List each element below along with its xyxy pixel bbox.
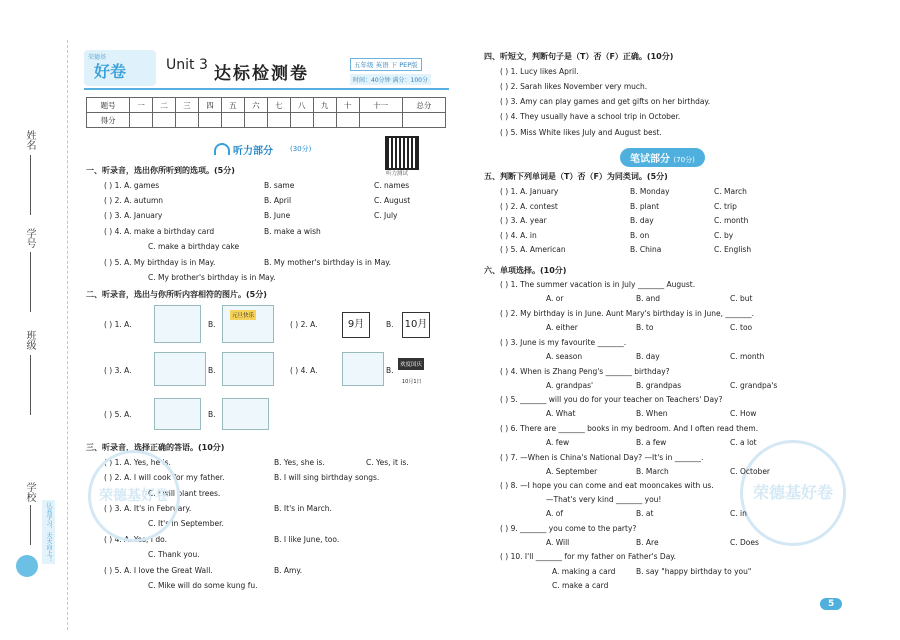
q5-3-c[interactable]: C. month — [714, 216, 749, 225]
id-line — [30, 252, 31, 312]
q5-2-a[interactable]: ( ) 2. A. contest — [500, 202, 558, 211]
q1-2-b[interactable]: B. April — [264, 196, 292, 205]
q1-1-b[interactable]: B. same — [264, 181, 295, 190]
q6-10-c[interactable]: C. make a card — [552, 581, 609, 590]
q4-3[interactable]: ( ) 3. Amy can play games and get gifts on her birthday. — [500, 97, 711, 106]
q1-5-c[interactable]: C. My brother's birthday is in May. — [148, 273, 276, 282]
q6-9-c[interactable]: C. Does — [730, 538, 759, 547]
q6-4-b[interactable]: B. grandpas — [636, 381, 682, 390]
q5-3-b[interactable]: B. day — [630, 216, 654, 225]
writing-title — [620, 148, 705, 167]
cell: 总分 — [402, 98, 445, 113]
q6-8-a[interactable]: A. of — [546, 509, 563, 518]
q6-9-a[interactable]: A. Will — [546, 538, 570, 547]
score-header-row — [87, 98, 446, 113]
cell: 八 — [290, 98, 313, 113]
q6-9[interactable]: ( ) 9. _______ you come to the party? — [500, 524, 637, 533]
q5-1-c[interactable]: C. March — [714, 187, 747, 196]
cell: 一 — [130, 98, 153, 113]
national-day-date: 10月1日 — [402, 379, 422, 385]
cell[interactable] — [313, 113, 336, 128]
q6-2-c[interactable]: C. too — [730, 323, 753, 332]
cell[interactable] — [336, 113, 359, 128]
id-label: 学号 — [24, 228, 35, 248]
cell: 二 — [153, 98, 176, 113]
watermark-right: 荣德基好卷 — [740, 440, 846, 546]
header-rule — [84, 88, 449, 90]
q6-6-c[interactable]: C. a lot — [730, 438, 757, 447]
calendar-october: 10月 — [402, 312, 430, 338]
q2-5-b[interactable]: B. — [208, 410, 216, 419]
page-title: 达标检测卷 — [214, 64, 309, 84]
q6-5-c[interactable]: C. How — [730, 409, 757, 418]
q5-2-c[interactable]: C. trip — [714, 202, 737, 211]
q6-2[interactable]: ( ) 2. My birthday is in June. Aunt Mary's birthday is in June, _______. — [500, 309, 754, 318]
q1-3-c[interactable]: C. July — [374, 211, 398, 220]
q6-5[interactable]: ( ) 5. _______ will you do for your teacher on Teachers' Day? — [500, 395, 723, 404]
score-table — [86, 97, 446, 128]
students-flag-picture — [154, 305, 201, 343]
cell: 十 — [336, 98, 359, 113]
q6-9-b[interactable]: B. Are — [636, 538, 659, 547]
cell: 题号 — [87, 98, 130, 113]
q1-4-a[interactable]: ( ) 4. A. make a birthday card — [104, 227, 215, 236]
cell[interactable] — [290, 113, 313, 128]
q6-7-a[interactable]: A. September — [546, 467, 598, 476]
cell: 四 — [199, 98, 222, 113]
q6-8-line2: —That's very kind _______ you! — [546, 495, 662, 504]
q6-7-c[interactable]: C. October — [730, 467, 771, 476]
q5-1-a[interactable]: ( ) 1. A. January — [500, 187, 559, 196]
q3-3-c[interactable]: C. It's in September. — [148, 519, 224, 528]
q6-8[interactable]: ( ) 8. —I hope you can come and eat mooncakes with us. — [500, 481, 714, 490]
unit-label: Unit 3 — [166, 57, 208, 73]
q3-3-a[interactable]: ( ) 3. A. It's in February. — [104, 504, 192, 513]
kids-playing-picture — [154, 398, 201, 430]
q3-4-c[interactable]: C. Thank you. — [148, 550, 200, 559]
mascot-icon — [16, 555, 38, 577]
cell: 得分 — [87, 113, 130, 128]
national-day-banner: 欢度国庆 — [398, 358, 424, 370]
q1-5-b[interactable]: B. My mother's birthday is in May. — [264, 258, 392, 267]
q3-1-a[interactable]: ( ) 1. A. Yes, he is. — [104, 458, 171, 467]
q6-1-c[interactable]: C. but — [730, 294, 753, 303]
grade-badge: 五年级 英语 下 PEP版 — [350, 58, 422, 71]
q6-4-c[interactable]: C. grandpa's — [730, 381, 778, 390]
q6-6[interactable]: ( ) 6. There are _______ books in my bedroom. And I often read them. — [500, 424, 759, 433]
q3-5-b[interactable]: B. Amy. — [274, 566, 303, 575]
great-wall-picture — [222, 398, 269, 430]
school-line — [30, 505, 31, 545]
q5-4-b[interactable]: B. on — [630, 231, 650, 240]
section-1-title: 一、听录音，选出你所听到的选项。(5分) — [86, 166, 235, 175]
cell: 九 — [313, 98, 336, 113]
q6-10[interactable]: ( ) 10. I'll _______ for my father on Father's Day. — [500, 552, 677, 561]
q5-5-a[interactable]: ( ) 5. A. American — [500, 245, 566, 254]
q6-1[interactable]: ( ) 1. The summer vacation is in July _______ August. — [500, 280, 696, 289]
q5-2-b[interactable]: B. plant — [630, 202, 660, 211]
section-5-title: 五、判断下列单词是（T）否（F）为同类词。(5分) — [484, 172, 668, 181]
q6-2-b[interactable]: B. to — [636, 323, 654, 332]
q2-2-a[interactable]: ( ) 2. A. — [290, 320, 318, 329]
children-picture — [154, 352, 206, 386]
q3-4-a[interactable]: ( ) 4. A. Yes, I do. — [104, 535, 167, 544]
cell: 七 — [267, 98, 290, 113]
watermark-left: 荣德基好卷 — [88, 450, 180, 542]
class-line — [30, 355, 31, 415]
q5-4-c[interactable]: C. by — [714, 231, 734, 240]
page-number: 5 — [820, 598, 842, 610]
slogan: 认真学习，天天向上！ — [42, 500, 55, 564]
q3-1-b[interactable]: B. Yes, she is. — [274, 458, 325, 467]
q2-5-a[interactable]: ( ) 5. A. — [104, 410, 132, 419]
q6-10-a[interactable]: A. making a card — [552, 567, 616, 576]
q4-1[interactable]: ( ) 1. Lucy likes April. — [500, 67, 579, 76]
cell: 十一 — [359, 98, 402, 113]
cell[interactable] — [359, 113, 402, 128]
q6-7[interactable]: ( ) 7. —When is China's National Day? —It's in _______. — [500, 453, 704, 462]
q3-2-c[interactable]: C. I will plant trees. — [148, 489, 221, 498]
name-label: 姓名 — [24, 130, 35, 150]
q4-4[interactable]: ( ) 4. They usually have a school trip in October. — [500, 112, 681, 121]
q5-5-b[interactable]: B. China — [630, 245, 662, 254]
binding-line — [67, 40, 68, 630]
cell[interactable] — [199, 113, 222, 128]
q4-5[interactable]: ( ) 5. Miss White likes July and August best. — [500, 128, 662, 137]
q6-6-b[interactable]: B. a few — [636, 438, 667, 447]
q1-3-b[interactable]: B. June — [264, 211, 291, 220]
cell[interactable] — [267, 113, 290, 128]
q3-5-c[interactable]: C. Mike will do some kung fu. — [148, 581, 258, 590]
cell: 三 — [176, 98, 199, 113]
cell[interactable] — [402, 113, 445, 128]
q2-2-b[interactable]: B. — [386, 320, 394, 329]
listening-title: 听力部分 — [233, 146, 273, 157]
q1-4-c[interactable]: C. make a birthday cake — [148, 242, 240, 251]
q2-4-b[interactable]: B. — [386, 366, 394, 375]
q6-3-a[interactable]: A. season — [546, 352, 583, 361]
q6-4[interactable]: ( ) 4. When is Zhang Peng's _______ birthday? — [500, 367, 670, 376]
q4-2[interactable]: ( ) 2. Sarah likes November very much. — [500, 82, 648, 91]
q1-1-a[interactable]: ( ) 1. A. games — [104, 181, 160, 190]
logo-badge — [84, 50, 156, 86]
q3-4-b[interactable]: B. I like June, too. — [274, 535, 340, 544]
q6-7-b[interactable]: B. March — [636, 467, 669, 476]
q5-5-c[interactable]: C. English — [714, 245, 752, 254]
q5-1-b[interactable]: B. Monday — [630, 187, 670, 196]
school-label: 学校 — [24, 482, 35, 502]
q3-2-a[interactable]: ( ) 2. A. I will cook for my father. — [104, 473, 225, 482]
listening-score: (30分) — [290, 145, 312, 153]
q2-3-b[interactable]: B. — [208, 366, 216, 375]
name-line — [30, 155, 31, 215]
section-6-title: 六、单项选择。(10分) — [484, 266, 567, 275]
q5-4-a[interactable]: ( ) 4. A. in — [500, 231, 537, 240]
cell: 五 — [221, 98, 244, 113]
q2-4-a[interactable]: ( ) 4. A. — [290, 366, 318, 375]
logo-top: 荣德基 — [88, 54, 107, 61]
q1-2-a[interactable]: ( ) 2. A. autumn — [104, 196, 164, 205]
q2-3-a[interactable]: ( ) 3. A. — [104, 366, 132, 375]
q6-3-c[interactable]: C. month — [730, 352, 765, 361]
class-label: 班级 — [24, 330, 35, 350]
q2-1-a[interactable]: ( ) 1. A. — [104, 320, 132, 329]
q1-4-b[interactable]: B. make a wish — [264, 227, 321, 236]
calendar-september: 9月 — [342, 312, 370, 338]
section-4-title: 四、听短文，判断句子是（T）否（F）正确。(10分) — [484, 52, 674, 61]
q6-8-c[interactable]: C. in — [730, 509, 747, 518]
family-picture — [342, 352, 384, 386]
q6-8-b[interactable]: B. at — [636, 509, 654, 518]
writing-title-text: 笔试部分 — [630, 154, 670, 165]
q6-4-a[interactable]: A. grandpas' — [546, 381, 594, 390]
q6-5-b[interactable]: B. When — [636, 409, 668, 418]
cell[interactable] — [244, 113, 267, 128]
q2-1-b[interactable]: B. — [208, 320, 216, 329]
cell[interactable] — [176, 113, 199, 128]
cell: 六 — [244, 98, 267, 113]
q1-5-a[interactable]: ( ) 5. A. My birthday is in May. — [104, 258, 216, 267]
writing-score: (70分) — [673, 156, 695, 164]
score-row — [87, 113, 446, 128]
qr-caption: 听力测试 — [386, 171, 409, 177]
q6-3-b[interactable]: B. day — [636, 352, 660, 361]
q1-2-c[interactable]: C. August — [374, 196, 411, 205]
q6-1-b[interactable]: B. and — [636, 294, 661, 303]
q5-3-a[interactable]: ( ) 3. A. year — [500, 216, 547, 225]
cell[interactable] — [153, 113, 176, 128]
q6-6-a[interactable]: A. few — [546, 438, 570, 447]
time-info: 时间：40分钟 满分：100分 — [350, 74, 431, 85]
q1-1-c[interactable]: C. names — [374, 181, 410, 190]
section-3-title: 三、听录音，选择正确的答语。(10分) — [86, 443, 225, 452]
q6-10-b[interactable]: B. say "happy birthday to you" — [636, 567, 752, 576]
logo-text: 好卷 — [94, 62, 127, 81]
q6-1-a[interactable]: A. or — [546, 294, 564, 303]
q1-3-a[interactable]: ( ) 3. A. January — [104, 211, 163, 220]
q3-3-b[interactable]: B. It's in March. — [274, 504, 332, 513]
q6-3[interactable]: ( ) 3. June is my favourite _______. — [500, 338, 627, 347]
q3-5-a[interactable]: ( ) 5. A. I love the Great Wall. — [104, 566, 213, 575]
headphone-icon — [214, 143, 230, 155]
q6-5-a[interactable]: A. What — [546, 409, 576, 418]
new-year-banner: 元旦快乐 — [230, 310, 256, 320]
kids-dancing-picture — [222, 352, 274, 386]
cell[interactable] — [221, 113, 244, 128]
qr-code[interactable] — [385, 136, 419, 170]
cell[interactable] — [130, 113, 153, 128]
q3-1-c[interactable]: C. Yes, it is. — [366, 458, 409, 467]
q3-2-b[interactable]: B. I will sing birthday songs. — [274, 473, 380, 482]
section-2-title: 二、听录音，选出与你所听内容相符的图片。(5分) — [86, 290, 267, 299]
q6-2-a[interactable]: A. either — [546, 323, 578, 332]
